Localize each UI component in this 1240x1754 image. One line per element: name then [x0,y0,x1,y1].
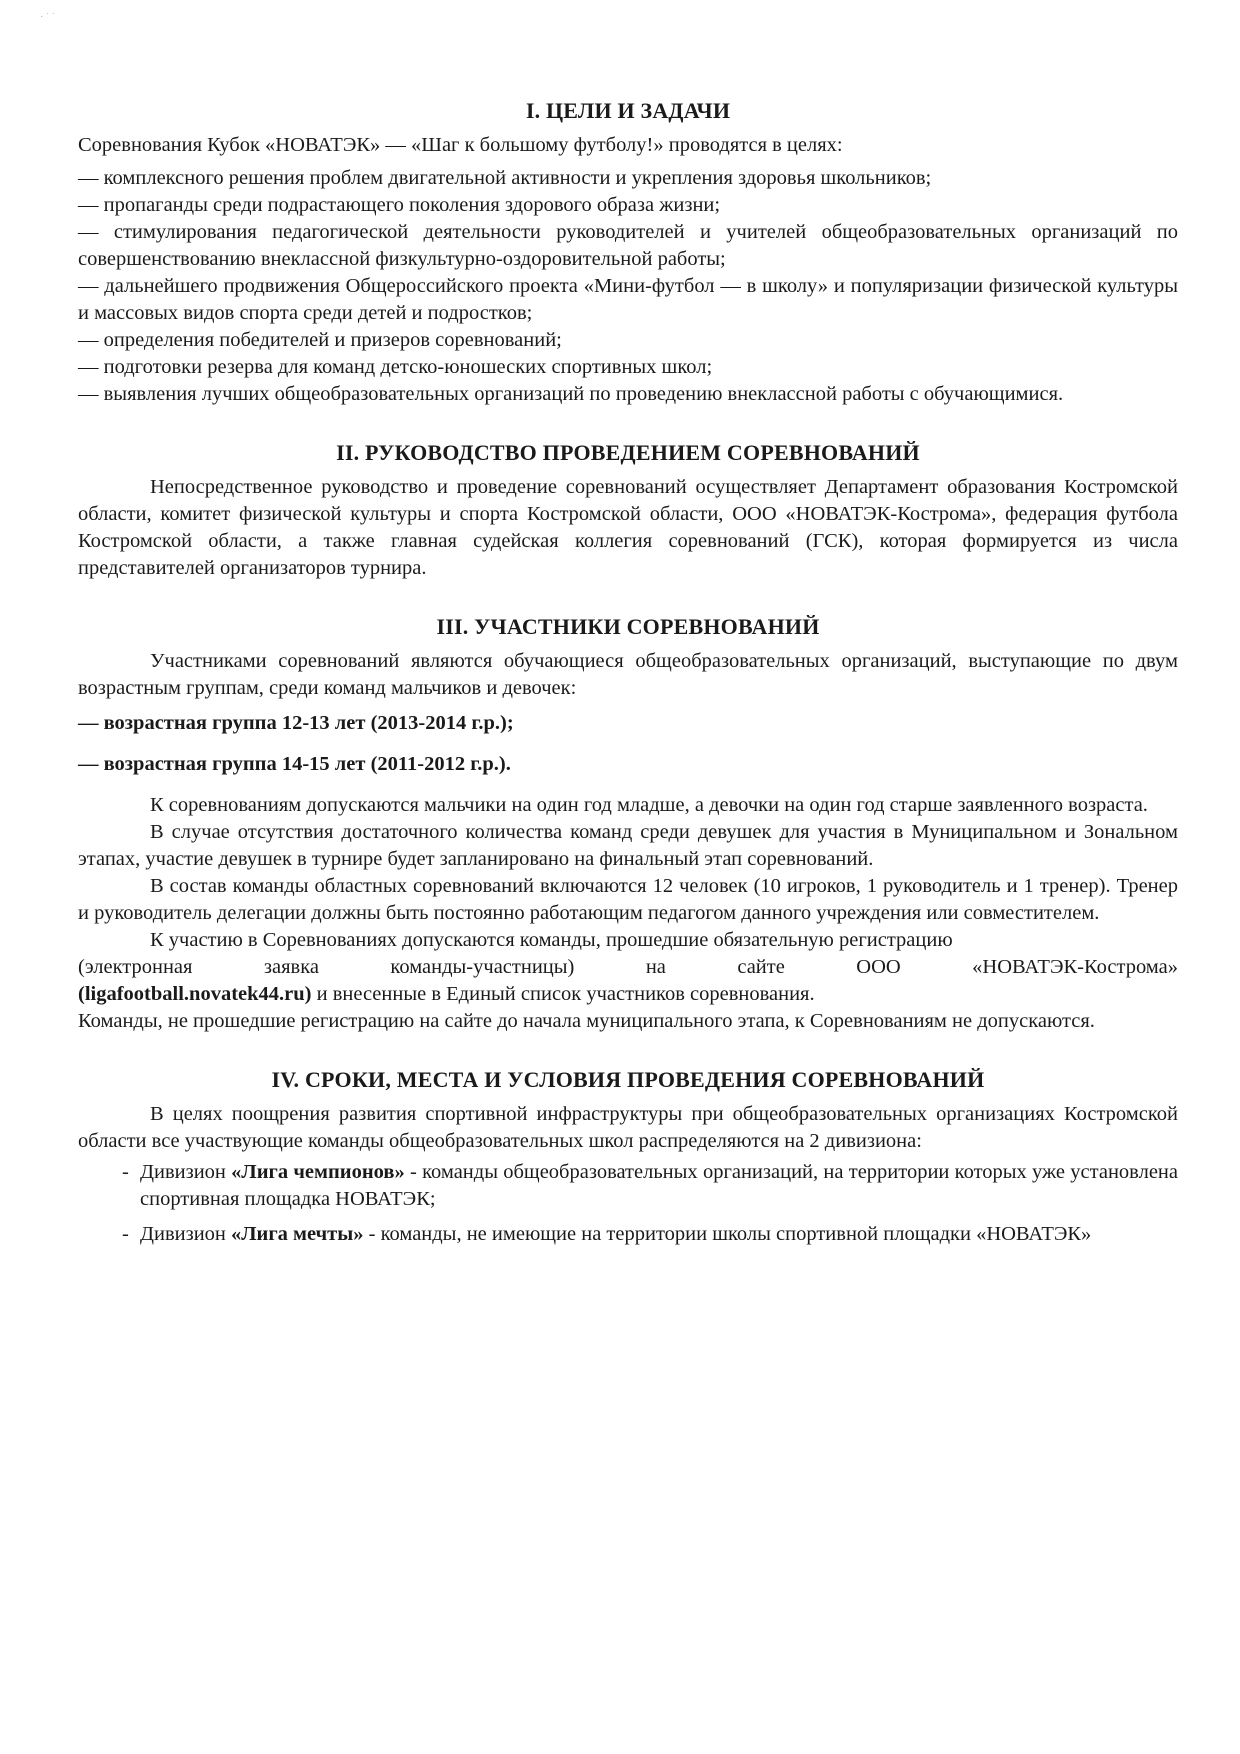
section-intro: Соревнования Кубок «НОВАТЭК» — «Шаг к большому футболу!» проводятся в целях: [78,134,843,156]
registration-word: (электронная [78,956,193,978]
registration-word: ООО [856,956,901,978]
document-body [78,96,1178,1278]
goal-item: — выявления лучших общеобразовательных организаций по проведению внеклассной работы с обучающимися. [78,383,1064,405]
age-group-2: — возрастная группа 14-15 лет (2011-2012 г.р.). [78,753,511,775]
section-management [78,438,1178,582]
scan-artifact: · ˙ ˙ [40,12,55,23]
section-participants [78,612,1178,1035]
division-name: «Лига чемпионов» [231,1161,405,1183]
registration-line-1: К участию в Соревнованиях допускаются команды, прошедшие обязательную регистрацию [150,929,953,951]
list-dash: - [122,1223,129,1245]
section-heading: IV. СРОКИ, МЕСТА И УСЛОВИЯ ПРОВЕДЕНИЯ СОРЕВНОВАНИЙ [271,1067,985,1092]
section-heading: III. УЧАСТНИКИ СОРЕВНОВАНИЙ [436,614,820,639]
registration-tail: и внесенные в Единый список участников соревнования. [311,983,815,1005]
goal-item: — комплексного решения проблем двигательной активности и укрепления здоровья школьников; [78,167,932,189]
division-name: «Лига мечты» [231,1223,364,1245]
registration-word: на [645,956,666,978]
registration-line-2 [78,954,1178,981]
registration-word: заявка [263,956,319,978]
registration-line-3 [78,981,1178,1008]
age-rule-paragraph: К соревнованиям допускаются мальчики на один год младше, а девочки на один год старше заявленного возраста. [150,794,1148,816]
division-description: - команды, не имеющие на территории школы спортивной площадки «НОВАТЭК» [363,1223,1092,1245]
division-prefix: Дивизион [140,1161,232,1183]
goal-item: — дальнейшего продвижения Общероссийского проекта «Мини-футбол — в школу» и популяризации физической культуры и массовых видов спорта среди детей и подростков; [78,275,1178,324]
list-dash: - [122,1161,129,1183]
team-composition-paragraph: В состав команды областных соревнований включаются 12 человек (10 игроков, 1 руководитель и 1 тренер). Тренер и руководитель делегации должны быть постоянно работающим педагогом данного учреждения или совместителем. [78,875,1178,924]
goal-item: — определения победителей и призеров соревнований; [78,329,562,351]
participants-paragraph: Участниками соревнований являются обучающиеся общеобразовательных организаций, выступающие по двум возрастным группам, среди команд мальчиков и девочек: [78,650,1178,699]
management-paragraph: Непосредственное руководство и проведение соревнований осуществляет Департамент образования Костромской области, комитет физической культуры и спорта Костромской области, ООО «НОВАТЭК-Кострома», федерация футбола Костромской области, а также главная судейская коллегия соревнований (ГСК), которая формируется из числа представителей организаторов турнира. [78,476,1178,579]
divisions-paragraph: В целях поощрения развития спортивной инфраструктуры при общеобразовательных организациях Костромской области все участвующие команды общеобразовательных школ распределяются на 2 дивизиона: [78,1103,1178,1152]
section-terms [78,1065,1178,1248]
division-item [122,1221,1178,1248]
division-item [122,1159,1178,1213]
division-description: - команды общеобразовательных организаций, на территории которых уже установлена спортивная площадка НОВАТЭК; [140,1161,1178,1210]
section-heading: II. РУКОВОДСТВО ПРОВЕДЕНИЕМ СОРЕВНОВАНИЙ [336,440,920,465]
age-group-1: — возрастная группа 12-13 лет (2013-2014 г.р.); [78,712,514,734]
section-heading: I. ЦЕЛИ И ЗАДАЧИ [525,98,731,123]
divisions-list [78,1159,1178,1248]
section-goals [78,96,1178,408]
girls-paragraph: В случае отсутствия достаточного количества команд среди девушек для участия в Муниципальном и Зональном этапах, участие девушек в турнире будет запланировано на финальный этап соревнований. [78,821,1178,870]
goal-item: — стимулирования педагогической деятельности руководителей и учителей общеобразовательных организаций по совершенствованию внеклассной физкультурно-оздоровительной работы; [78,221,1178,270]
registration-word: команды-участницы) [390,956,575,978]
unregistered-paragraph: Команды, не прошедшие регистрацию на сайте до начала муниципального этапа, к Соревнованиям не допускаются. [78,1010,1095,1032]
registration-site-link[interactable]: (ligafootball.novatek44.ru) [78,983,312,1005]
division-prefix: Дивизион [140,1223,232,1245]
registration-word: «НОВАТЭК-Кострома» [972,956,1178,978]
registration-word: сайте [737,956,785,978]
goal-item: — подготовки резерва для команд детско-юношеских спортивных школ; [78,356,713,378]
goal-item: — пропаганды среди подрастающего поколения здорового образа жизни; [78,194,721,216]
